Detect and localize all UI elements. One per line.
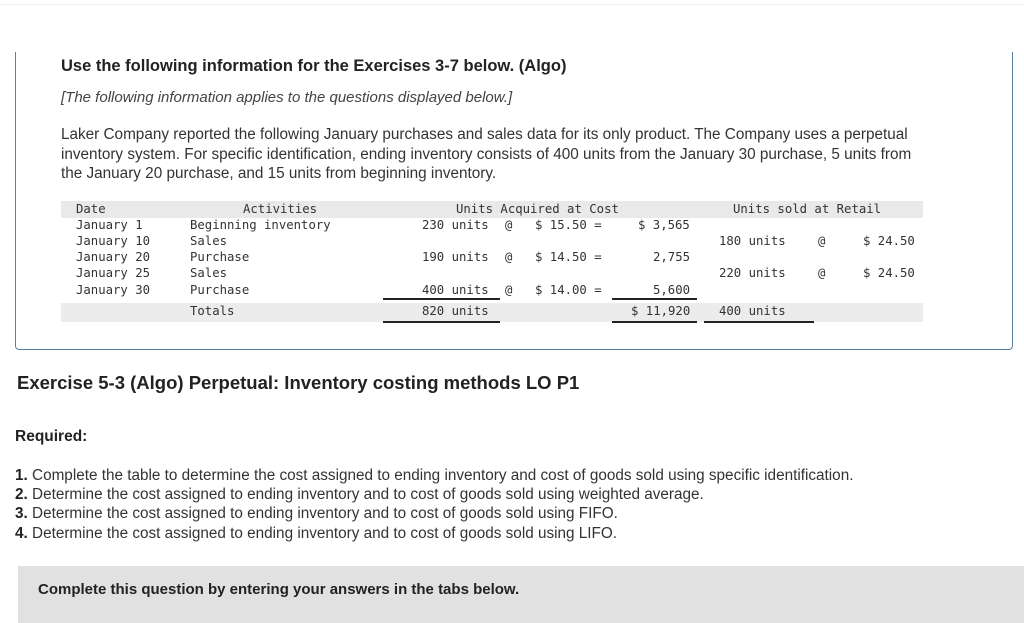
row-5-acq-cost: $ 14.00 = <box>535 283 602 297</box>
requirement-3-num: 3. <box>15 505 28 523</box>
row-1-acq-at: @ <box>505 218 513 232</box>
row-5-date: January 30 <box>76 283 151 297</box>
underline-acq-units <box>383 298 500 300</box>
requirement-3-text: Determine the cost assigned to ending inventory and to cost of goods sold using FIFO. <box>32 505 618 523</box>
requirement-1-text: Complete the table to determine the cost assigned to ending inventory and cost of goods sold using specific identification. <box>32 467 854 484</box>
requirement-1-num: 1. <box>15 467 28 484</box>
row-4-date: January 25 <box>76 266 151 280</box>
header-units-sold: Units sold at Retail <box>733 202 882 216</box>
row-2-date: January 10 <box>76 234 151 248</box>
totals-acq-units: 820 units <box>422 304 489 318</box>
row-2-sold-price: $ 24.50 <box>863 234 915 248</box>
row-4-sold-at: @ <box>818 266 826 280</box>
requirement-1 <box>15 466 853 485</box>
underline-acq-total <box>612 298 697 300</box>
row-5-activity: Purchase <box>190 283 250 297</box>
totals-label: Totals <box>190 304 235 318</box>
row-2-activity: Sales <box>190 234 228 248</box>
row-2-sold-units: 180 units <box>719 234 786 248</box>
header-activities: Activities <box>243 202 318 216</box>
row-4-activity: Sales <box>190 266 228 280</box>
header-units-acquired: Units Acquired at Cost <box>456 202 619 216</box>
requirement-2-text: Determine the cost assigned to ending inventory and to cost of goods sold using weighted average. <box>32 486 704 504</box>
row-4-sold-units: 220 units <box>719 266 786 280</box>
tabs-instruction-bar <box>18 566 1024 623</box>
row-1-date: January 1 <box>76 218 143 232</box>
required-label: Required: <box>15 428 88 445</box>
requirement-3 <box>15 504 853 523</box>
info-paragraph: Laker Company reported the following January purchases and sales data for its only product. The Company uses a perpetual inventory system. For specific identification, ending inventory consists of 400 units from the January 30 purchase, 5 units from the January 20 purchase, and 15 units from beginning inventory. <box>61 126 912 182</box>
requirement-2-num: 2. <box>15 486 28 504</box>
row-1-activity: Beginning inventory <box>190 218 331 232</box>
requirement-4-text: Determine the cost assigned to ending inventory and to cost of goods sold using LIFO. <box>32 524 618 542</box>
underline-total-acq-cost <box>612 321 697 323</box>
row-3-acq-units: 190 units <box>422 250 489 264</box>
header-date: Date <box>76 202 106 216</box>
row-3-acq-at: @ <box>505 250 513 264</box>
totals-sold-units: 400 units <box>719 304 786 318</box>
row-3-date: January 20 <box>76 250 151 264</box>
row-1-acq-total: $ 3,565 <box>638 218 690 232</box>
tabs-instruction-text: Complete this question by entering your answers in the tabs below. <box>38 581 520 598</box>
row-2-sold-at: @ <box>818 234 826 248</box>
exercise-title: Exercise 5-3 (Algo) Perpetual: Inventory costing methods LO P1 <box>17 372 580 393</box>
row-4-sold-price: $ 24.50 <box>863 266 915 280</box>
requirements-list <box>15 466 853 543</box>
requirement-4-num: 4. <box>15 524 28 542</box>
top-divider <box>0 4 1024 5</box>
requirement-4 <box>15 524 853 543</box>
inventory-table <box>61 201 923 323</box>
row-3-acq-cost: $ 14.50 = <box>535 250 602 264</box>
row-5-acq-at: @ <box>505 283 513 297</box>
info-title: Use the following information for the Exercises 3-7 below. (Algo) <box>61 57 567 75</box>
row-5-acq-total: 5,600 <box>653 283 691 297</box>
info-subtitle: [The following information applies to the questions displayed below.] <box>61 89 513 106</box>
row-3-activity: Purchase <box>190 250 250 264</box>
row-5-acq-units: 400 units <box>422 283 489 297</box>
row-1-acq-cost: $ 15.50 = <box>535 218 602 232</box>
underline-total-sold-units <box>704 321 814 323</box>
requirement-2 <box>15 485 853 504</box>
row-3-acq-total: 2,755 <box>653 250 691 264</box>
row-1-acq-units: 230 units <box>422 218 489 232</box>
totals-acq-total: $ 11,920 <box>631 304 691 318</box>
underline-total-acq-units <box>383 321 500 323</box>
